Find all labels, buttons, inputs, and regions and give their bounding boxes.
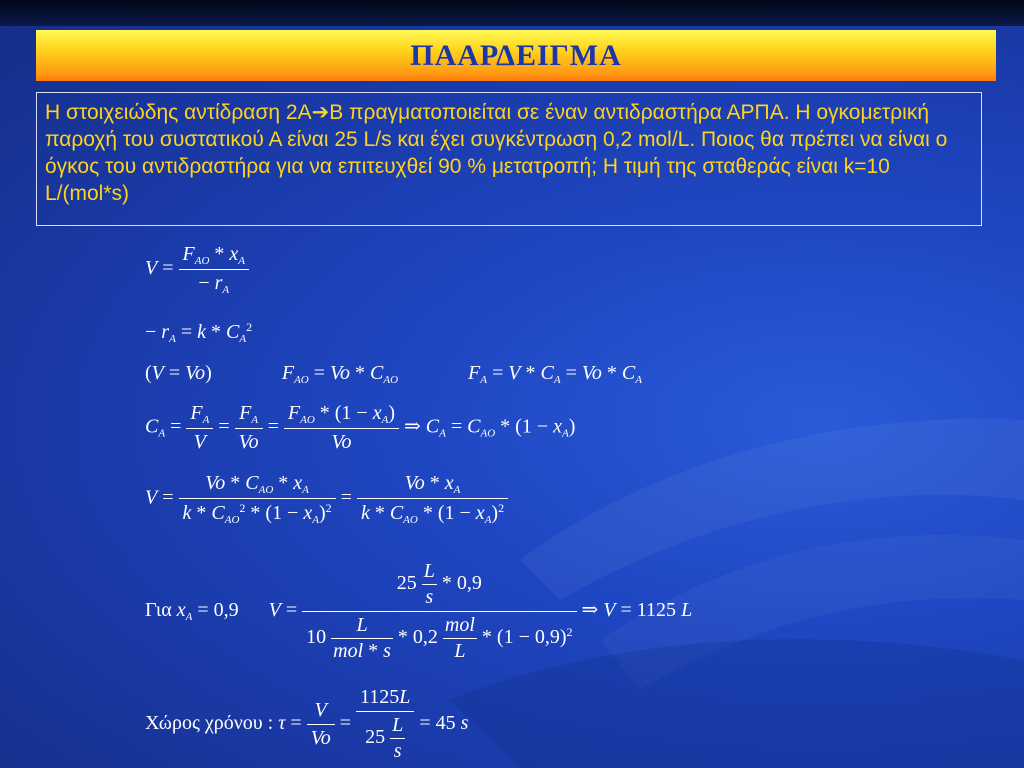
space-time-equation: Χώρος χρόνου : τ = $\frac{V}{Vo}$ = 1125L 25 $\frac{L}{s}$ = 45 s <box>145 686 469 762</box>
tau-denominator: 25 <box>365 726 386 749</box>
volume-derivation: V = $\frac{Vo * C_{AO} * x_A}{k * C_{AO}^2 * (1 - x_A)^2}$ = $\frac{Vo * x_A}{k * C_{AO} * (1 - x_A)^2}$ <box>145 472 508 526</box>
design-equation: V = $\frac{F_{AO} * x_A}{- r_A}$ <box>145 243 249 296</box>
slide-title: ΠΑΑΡΔΕΙΓΜΑ <box>410 38 622 72</box>
design-equation-fraction: $\frac{F_{AO} * x_A}{- r_A}$ <box>179 243 250 296</box>
rate-law-equation: − $r_A = k * C_A^2$ <box>145 320 253 345</box>
numeric-calculation: Για $x_A = 0,9$ V = 25 $\frac{L}{s}$ * 0,9 10 $\frac{L}{\text{mol * s}}$ * 0,2 $\frac{\text{mol}}{L}$ * $(1 - 0,9)^2$ ⇒ V = 1125 L <box>145 560 693 662</box>
problem-text: Η στοιχειώδης αντίδραση 2Α➔Β πραγματοποιείται σε έναν αντιδραστήρα ΑΡΠΑ. Η ογκομετρική παροχή του συστατικού Α είναι 25 L/s και έχει συγκέντρωση 0,2 mol/L. Ποιος θα πρέπει να είναι ο όγκος του αντιδραστήρα για να επιτευχθεί 90 % μετατροπή; Η τιμή της σταθεράς είναι k=10 L/(mol*s) <box>45 101 948 205</box>
xa-value: 0,9 <box>213 599 239 622</box>
cao-value: 0,2 <box>412 626 438 649</box>
numeric-fraction: 25 $\frac{L}{s}$ * 0,9 10 $\frac{L}{\text{mol * s}}$ * 0,2 $\frac{\text{mol}}{L}$ * $(1 - 0,9)^2$ <box>302 560 576 663</box>
result-unit: L <box>681 599 693 622</box>
flow-relations: (V = Vo) $F_{AO} = Vo * C_{AO}$ $F_A = V * C_A = Vo * C_A$ <box>145 362 642 386</box>
concentration-derivation: $C_A$ = $\frac{F_A}{V}$ = $\frac{F_A}{Vo}$ = $\frac{F_{AO} * (1 - x_A)}{Vo}$ ⇒ $C_A = C_{AO} * (1 - x_A)$ <box>145 402 576 453</box>
tau-numerator: 1125 <box>359 686 400 708</box>
flow-value: 25 <box>396 572 417 595</box>
paren-value: (1 − 0,9) <box>496 626 567 649</box>
problem-statement <box>36 92 982 226</box>
space-time-label: Χώρος χρόνου : <box>145 712 274 735</box>
tau-result: 45 <box>435 712 456 735</box>
k-value: 10 <box>306 626 327 649</box>
title-bar <box>36 30 996 81</box>
result-volume: 1125 <box>636 599 677 622</box>
given-prefix: Για <box>145 599 172 622</box>
conversion-value: 0,9 <box>456 572 482 595</box>
tau-unit: s <box>460 712 469 735</box>
